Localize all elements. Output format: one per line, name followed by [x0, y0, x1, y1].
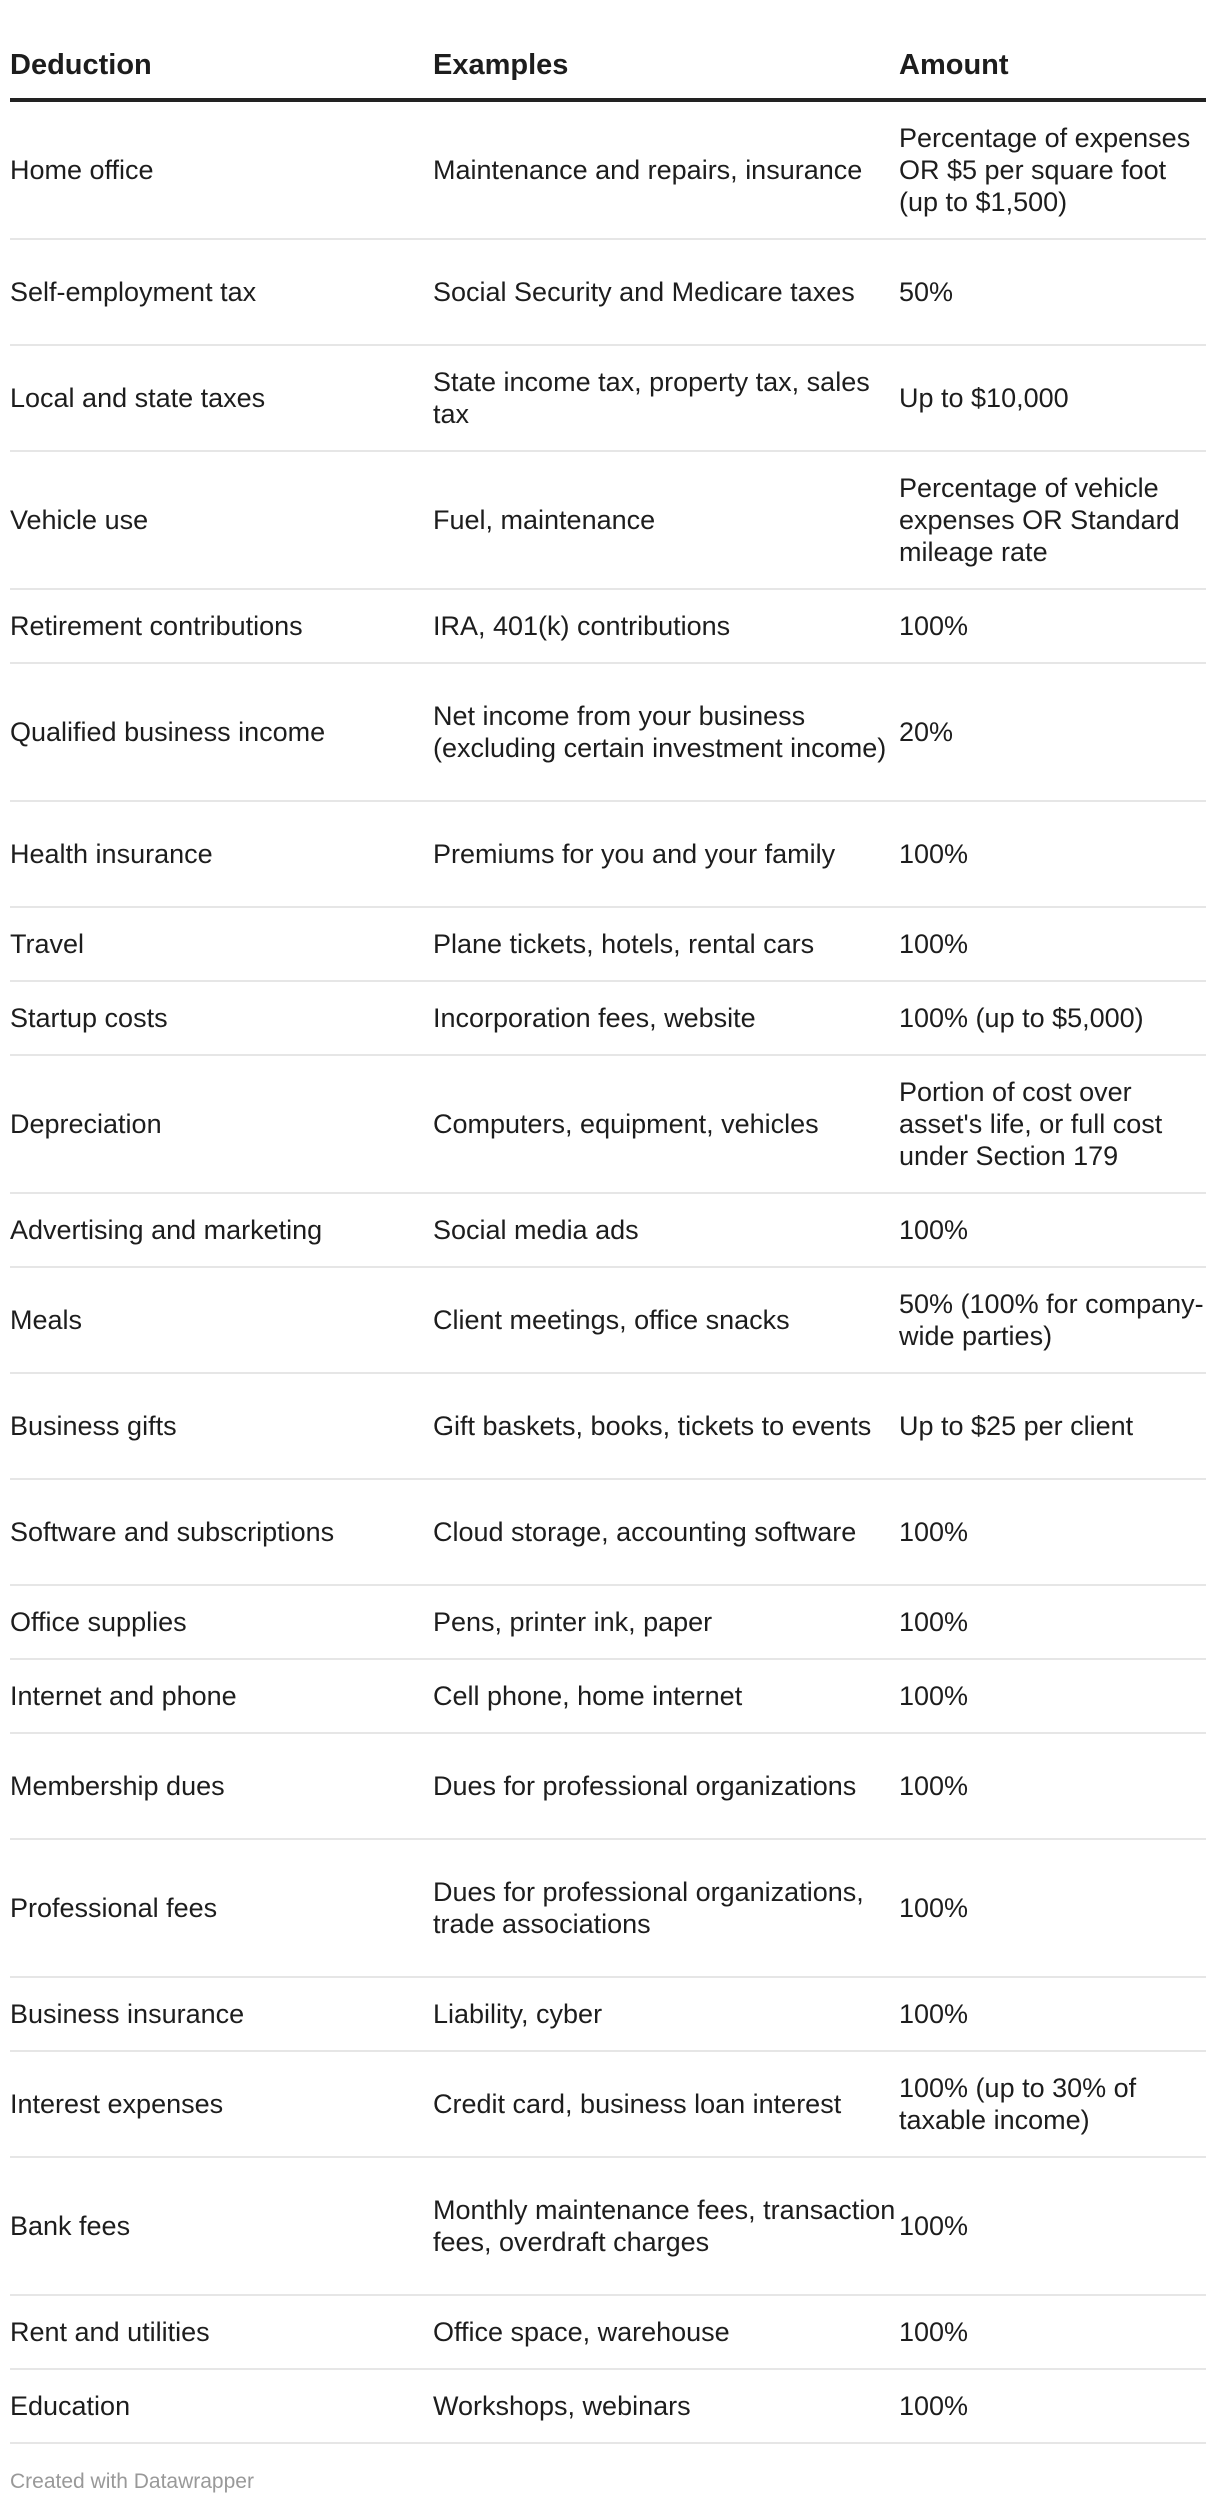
cell-amount: 20%	[899, 663, 1206, 801]
cell-amount: 100%	[899, 1193, 1206, 1267]
cell-deduction: Depreciation	[10, 1055, 433, 1193]
cell-examples: Credit card, business loan interest	[433, 2051, 899, 2157]
cell-amount: 100%	[899, 1733, 1206, 1839]
table-row	[10, 345, 1206, 451]
cell-deduction: Internet and phone	[10, 1659, 433, 1733]
cell-deduction: Local and state taxes	[10, 345, 433, 451]
cell-amount: Portion of cost over asset's life, or full cost under Section 179	[899, 1055, 1206, 1193]
cell-examples: Client meetings, office snacks	[433, 1267, 899, 1373]
table-row	[10, 239, 1206, 345]
cell-amount: 100%	[899, 589, 1206, 663]
cell-deduction: Retirement contributions	[10, 589, 433, 663]
cell-amount: 100% (up to $5,000)	[899, 981, 1206, 1055]
cell-amount: 100%	[899, 2369, 1206, 2443]
table-row	[10, 1055, 1206, 1193]
cell-examples: State income tax, property tax, sales tax	[433, 345, 899, 451]
header-amount: Amount	[899, 32, 1206, 100]
cell-amount: Percentage of expenses OR $5 per square foot (up to $1,500)	[899, 100, 1206, 239]
cell-examples: Premiums for you and your family	[433, 801, 899, 907]
cell-examples: Maintenance and repairs, insurance	[433, 100, 899, 239]
cell-amount: 100%	[899, 1977, 1206, 2051]
table-row	[10, 2369, 1206, 2443]
cell-deduction: Meals	[10, 1267, 433, 1373]
cell-deduction: Professional fees	[10, 1839, 433, 1977]
cell-deduction: Education	[10, 2369, 433, 2443]
table-row	[10, 451, 1206, 589]
cell-deduction: Vehicle use	[10, 451, 433, 589]
header-deduction: Deduction	[10, 32, 433, 100]
cell-amount: 100%	[899, 2157, 1206, 2295]
cell-amount: 100%	[899, 1585, 1206, 1659]
cell-amount: 100%	[899, 1839, 1206, 1977]
table-row	[10, 1267, 1206, 1373]
table-row	[10, 1373, 1206, 1479]
header-examples: Examples	[433, 32, 899, 100]
cell-deduction: Qualified business income	[10, 663, 433, 801]
datawrapper-credit: Created with Datawrapper	[10, 2470, 254, 2493]
cell-amount: Percentage of vehicle expenses OR Standard mileage rate	[899, 451, 1206, 589]
cell-examples: Fuel, maintenance	[433, 451, 899, 589]
cell-deduction: Membership dues	[10, 1733, 433, 1839]
table-row	[10, 1733, 1206, 1839]
cell-examples: Cell phone, home internet	[433, 1659, 899, 1733]
cell-amount: 100%	[899, 801, 1206, 907]
cell-deduction: Bank fees	[10, 2157, 433, 2295]
cell-deduction: Home office	[10, 100, 433, 239]
table-row	[10, 1585, 1206, 1659]
table-body	[10, 100, 1206, 2443]
cell-examples: Plane tickets, hotels, rental cars	[433, 907, 899, 981]
table-row	[10, 2295, 1206, 2369]
cell-amount: 100% (up to 30% of taxable income)	[899, 2051, 1206, 2157]
cell-examples: Incorporation fees, website	[433, 981, 899, 1055]
cell-examples: Office space, warehouse	[433, 2295, 899, 2369]
cell-examples: Gift baskets, books, tickets to events	[433, 1373, 899, 1479]
table-row	[10, 801, 1206, 907]
cell-amount: Up to $25 per client	[899, 1373, 1206, 1479]
cell-examples: Workshops, webinars	[433, 2369, 899, 2443]
table-row	[10, 2157, 1206, 2295]
cell-examples: Dues for professional organizations, trade associations	[433, 1839, 899, 1977]
cell-amount: 100%	[899, 1479, 1206, 1585]
cell-examples: Liability, cyber	[433, 1977, 899, 2051]
table-row	[10, 589, 1206, 663]
cell-amount: 100%	[899, 907, 1206, 981]
table-row	[10, 1193, 1206, 1267]
cell-examples: Computers, equipment, vehicles	[433, 1055, 899, 1193]
table-row	[10, 907, 1206, 981]
cell-examples: Net income from your business (excluding certain investment income)	[433, 663, 899, 801]
cell-deduction: Startup costs	[10, 981, 433, 1055]
table-row	[10, 100, 1206, 239]
table-row	[10, 1839, 1206, 1977]
table-row	[10, 1977, 1206, 2051]
deductions-table	[10, 32, 1206, 2444]
cell-deduction: Interest expenses	[10, 2051, 433, 2157]
table-row	[10, 981, 1206, 1055]
cell-examples: Social media ads	[433, 1193, 899, 1267]
cell-deduction: Business insurance	[10, 1977, 433, 2051]
table-row	[10, 2051, 1206, 2157]
table-header-row	[10, 32, 1206, 100]
cell-deduction: Advertising and marketing	[10, 1193, 433, 1267]
cell-deduction: Rent and utilities	[10, 2295, 433, 2369]
cell-examples: IRA, 401(k) contributions	[433, 589, 899, 663]
cell-examples: Cloud storage, accounting software	[433, 1479, 899, 1585]
cell-deduction: Business gifts	[10, 1373, 433, 1479]
cell-amount: 100%	[899, 2295, 1206, 2369]
cell-deduction: Health insurance	[10, 801, 433, 907]
cell-amount: 100%	[899, 1659, 1206, 1733]
cell-deduction: Travel	[10, 907, 433, 981]
cell-examples: Monthly maintenance fees, transaction fees, overdraft charges	[433, 2157, 899, 2295]
cell-amount: 50% (100% for company-wide parties)	[899, 1267, 1206, 1373]
cell-amount: Up to $10,000	[899, 345, 1206, 451]
cell-deduction: Office supplies	[10, 1585, 433, 1659]
table-row	[10, 1659, 1206, 1733]
cell-examples: Pens, printer ink, paper	[433, 1585, 899, 1659]
cell-deduction: Software and subscriptions	[10, 1479, 433, 1585]
cell-examples: Dues for professional organizations	[433, 1733, 899, 1839]
cell-examples: Social Security and Medicare taxes	[433, 239, 899, 345]
cell-deduction: Self-employment tax	[10, 239, 433, 345]
cell-amount: 50%	[899, 239, 1206, 345]
table-row	[10, 663, 1206, 801]
table-row	[10, 1479, 1206, 1585]
